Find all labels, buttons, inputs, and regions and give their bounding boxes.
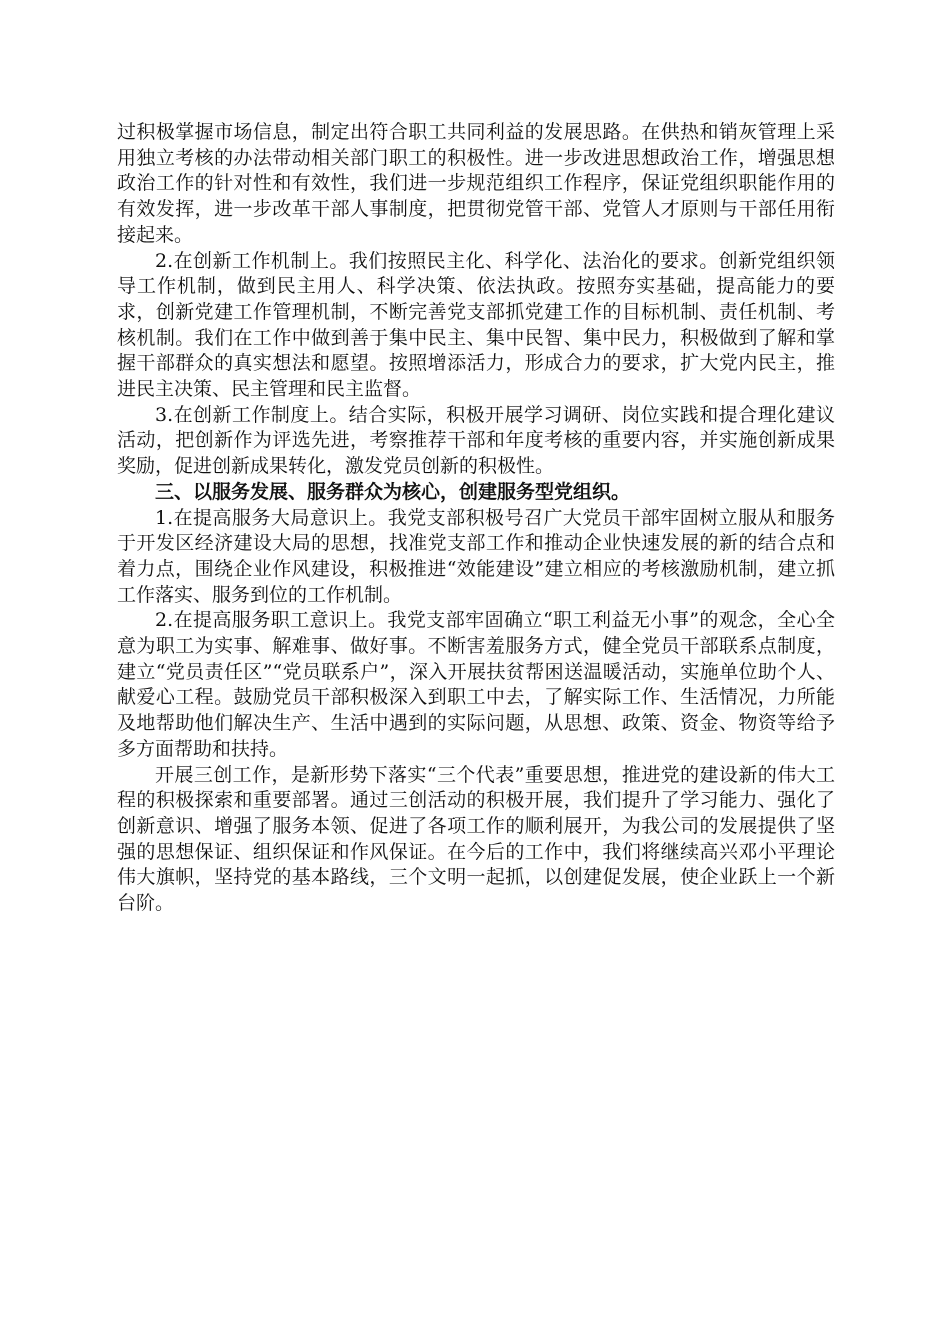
paragraph-service-overall: 1.在提高服务大局意识上。我党支部积极号召广大党员干部牢固树立服从和服务于开发区经济建设大局的思想，找准党支部工作和推动企业快速发展的新的结合点和着力点，围绕企业作风建设，积极推进“效能建设”建立相应的考核激励机制，建立抓工作落实、服务到位的工作机制。 [117, 506, 835, 606]
paragraph-conclusion: 开展三创工作，是新形势下落实“三个代表”重要思想，推进党的建设新的伟大工程的积极探索和重要部署。通过三创活动的积极开展，我们提升了学习能力、强化了创新意识、增强了服务本领、促进了各项工作的顺利展开，为我公司的发展提供了坚强的思想保证、组织保证和作风保证。在今后的工作中，我们将继续高兴邓小平理论伟大旗帜，坚持党的基本路线，三个文明一起抓，以创建促发展，使企业跃上一个新台阶。 [117, 763, 835, 915]
document-body [117, 120, 835, 917]
paragraph-service-workers: 2.在提高服务职工意识上。我党支部牢固确立“职工利益无小事”的观念，全心全意为职工为实事、解难事、做好事。不断害羞服务方式，健全党员干部联系点制度，建立“党员责任区”“党员联系户”，深入开展扶贫帮困送温暖活动，实施单位助个人、献爱心工程。鼓励党员干部积极深入到职工中去，了解实际工作、生活情况，力所能及地帮助他们解决生产、生活中遇到的实际问题，从思想、政策、资金、物资等给予多方面帮助和扶持。 [117, 609, 835, 760]
paragraph-continuation: 过积极掌握市场信息，制定出符合职工共同利益的发展思路。在供热和销灰管理上采用独立考核的办法带动相关部门职工的积极性。进一步改进思想政治工作，增强思想政治工作的针对性和有效性，我们进一步规范组织工作程序，保证党组织职能作用的有效发挥，进一步改革干部人事制度，把贯彻党管干部、党管人才原则与干部任用衔接起来。 [117, 121, 835, 246]
paragraph-innovation-mechanism: 2.在创新工作机制上。我们按照民主化、科学化、法治化的要求。创新党组织领导工作机制，做到民主用人、科学决策、依法执政。按照夯实基础，提高能力的要求，创新党建工作管理机制，不断完善党支部抓党建工作的目标机制、责任机制、考核机制。我们在工作中做到善于集中民主、集中民智、集中民力，积极做到了解和掌握干部群众的真实想法和愿望。按照增添活力，形成合力的要求，扩大党内民主，推进民主决策、民主管理和民主监督。 [117, 249, 835, 401]
section-heading-service: 三、以服务发展、服务群众为核心，创建服务型党组织。 [155, 480, 631, 503]
paragraph-innovation-system: 3.在创新工作制度上。结合实际，积极开展学习调研、岗位实践和提合理化建议活动，把创新作为评选先进，考察推荐干部和年度考核的重要内容，并实施创新成果奖励，促进创新成果转化，激发党员创新的积极性。 [117, 403, 835, 478]
